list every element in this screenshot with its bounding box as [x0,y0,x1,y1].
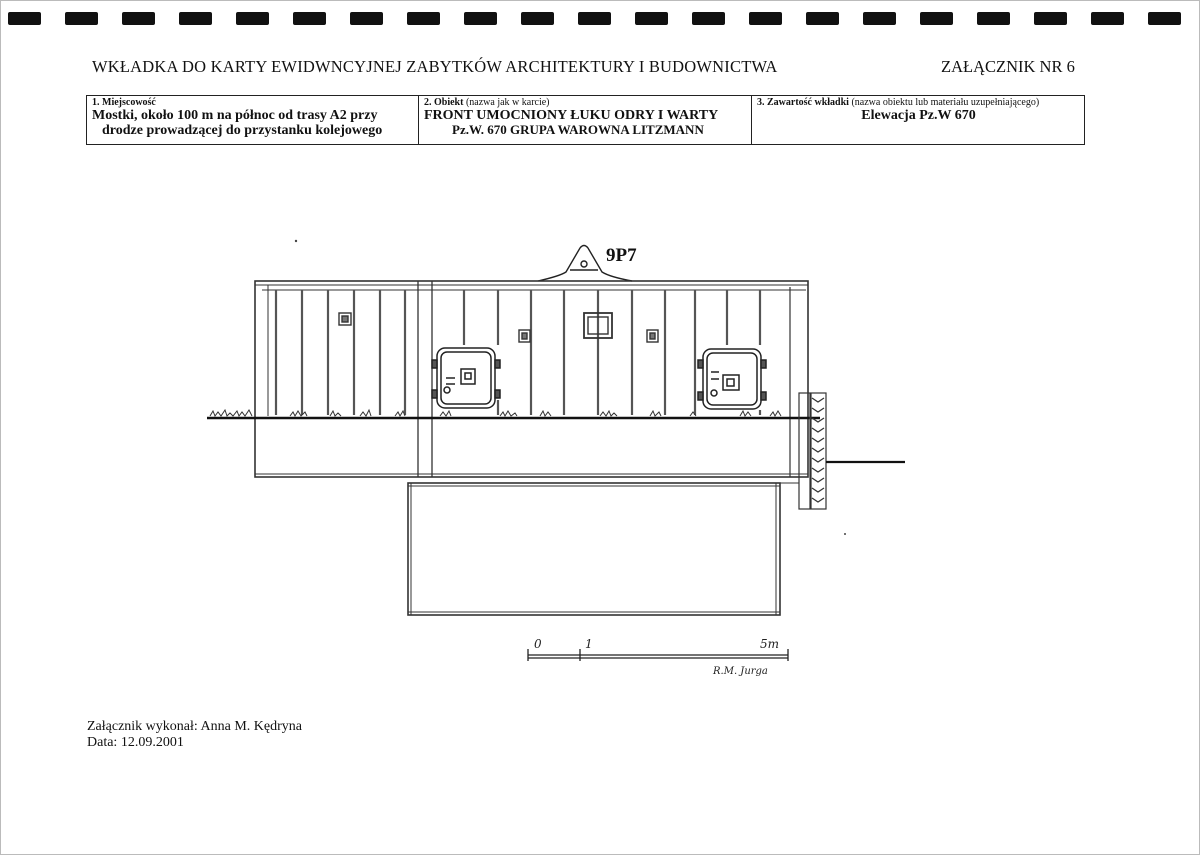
contents-label: 3. Zawartość wkładki (nazwa obiektu lub materiału uzupełniającego) [757,97,1040,108]
location-value-line1: Mostki, około 100 m na północ od trasy A2 przy [92,108,378,123]
date-line: Data: 12.09.2001 [87,735,184,750]
document-title: WKŁADKA DO KARTY EWIDWNCYJNEJ ZABYTKÓW ARCHITEKTURY I BUDOWNICTWA [92,57,778,76]
author-line: Załącznik wykonał: Anna M. Kędryna [87,719,302,734]
location-value-line2: drodze prowadzącej do przystanku kolejowego [102,123,383,139]
speck [844,533,846,535]
object-label-note: (nazwa jak w karcie) [465,97,550,108]
contents-label-note: (nazwa obiektu lub materiału uzupełniającego) [851,97,1040,108]
object-label: 2. Obiekt (nazwa jak w karcie) [424,97,550,108]
object-value-line1: FRONT UMOCNIONY ŁUKU ODRY I WARTY [424,108,719,123]
armored-embrasure-left [432,348,500,408]
object-value-line2: Pz.W. 670 GRUPA WAROWNA LITZMANN [452,122,704,138]
speck [295,240,297,242]
ground-line [207,410,820,418]
scale-label-5m: 5m [760,637,780,651]
contents-value: Elewacja Pz.W 670 [861,108,976,123]
scale-label-1: 1 [585,637,593,651]
attachment-number: ZAŁĄCZNIK NR 6 [941,57,1075,76]
location-label: 1. Miejscowość [92,97,156,108]
armored-embrasure-right [698,349,766,409]
plate-label: 9P7 [606,245,637,266]
foundation-block [408,483,780,615]
draftsman-signature: R.M. Jurga [713,666,768,677]
scale-bar [528,649,788,661]
retaining-wall [780,393,905,509]
scale-label-0: 0 [534,637,542,651]
wall-stripes [276,290,760,415]
